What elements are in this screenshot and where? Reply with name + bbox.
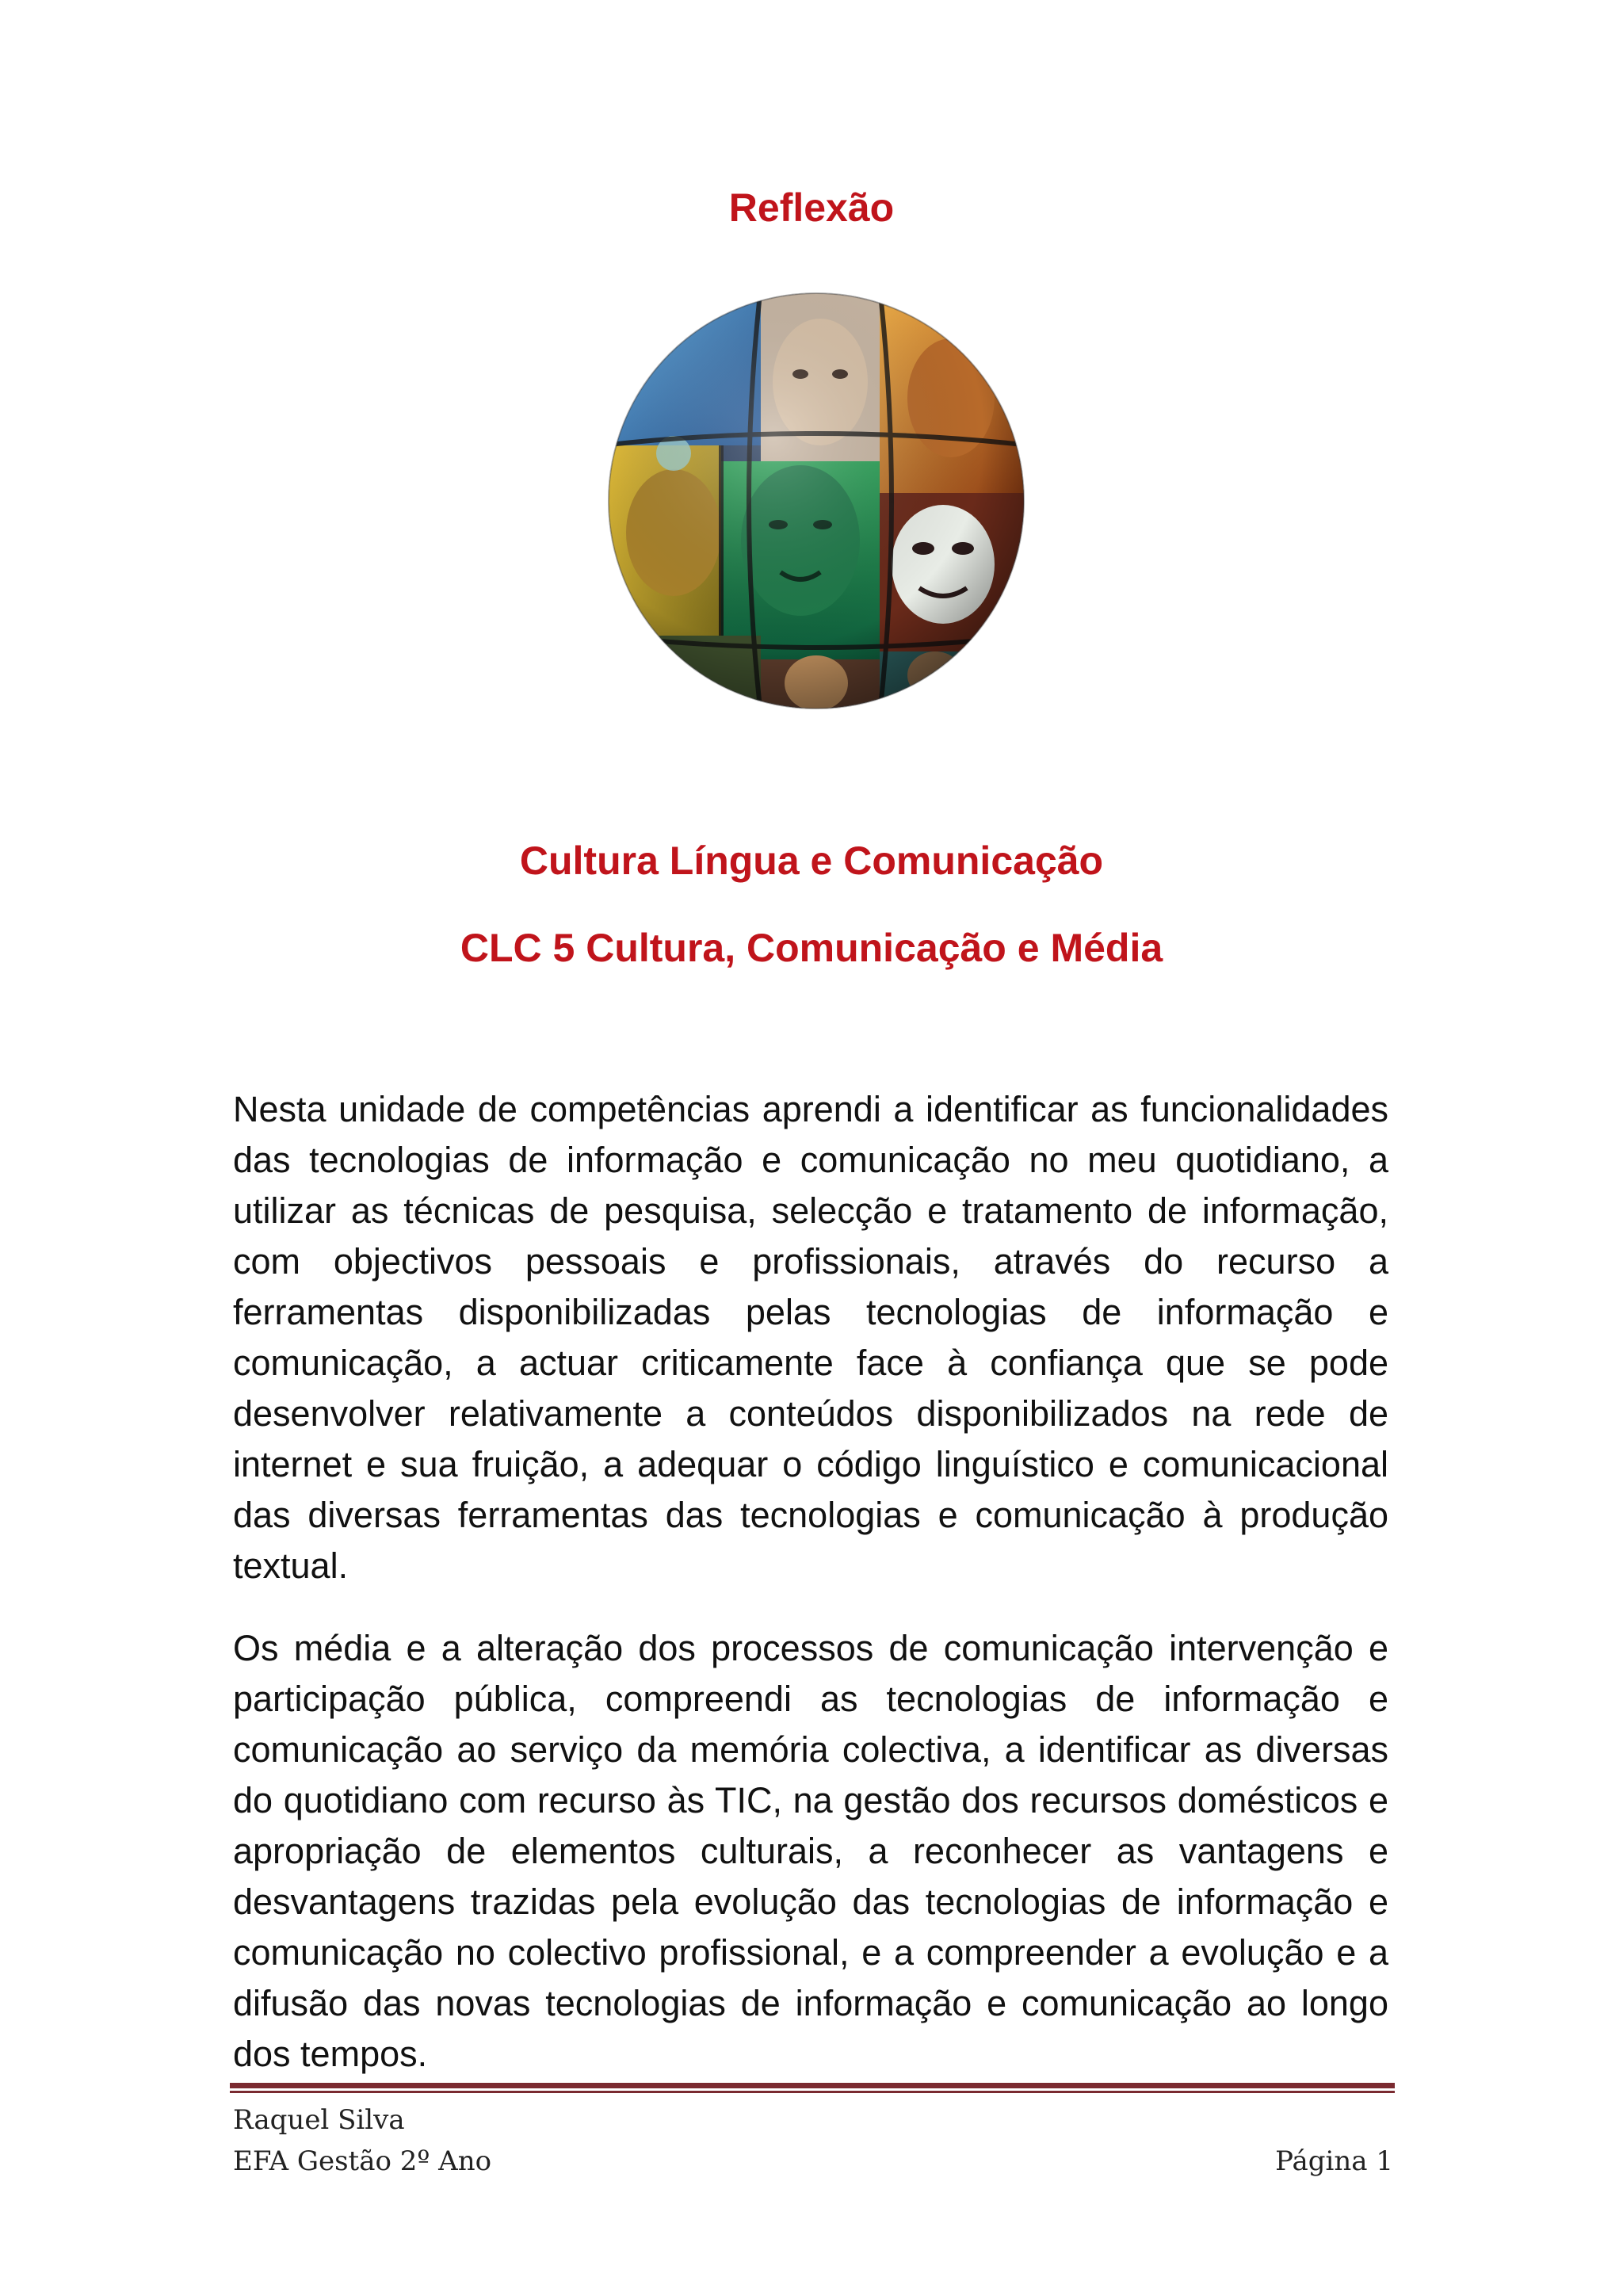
footer-course: EFA Gestão 2º Ano <box>233 2145 492 2177</box>
footer-author: Raquel Silva <box>233 2104 405 2136</box>
module-heading: CLC 5 Cultura, Comunicação e Média <box>460 926 1163 970</box>
page-title: Reflexão <box>728 185 895 230</box>
globe-of-faces-icon <box>602 287 1030 715</box>
paragraph: Os média e a alteração dos processos de comunicação intervenção e participação pública, compreendi as tecnologias de informação e comunicação ao serviço da memória colectiva, a identificar as diversas do quotidiano com recurso às TIC, na gestão dos recursos domésticos e apropriação de elementos culturais, a reconhecer as vantagens e desvantagens trazidas pela evolução das tecnologias de informação e comunicação no colectivo profissional, e a compreender a evolução e a difusão das novas tecnologias de informação e comunicação ao longo dos tempos. <box>233 1628 1388 2074</box>
section-heading: Cultura Língua e Comunicação <box>519 839 1104 883</box>
footer-divider <box>230 2083 1395 2094</box>
page-number: Página 1 <box>1275 2145 1393 2177</box>
paragraph: Nesta unidade de competências aprendi a identificar as funcionalidades das tecnologias de informação e comunicação no meu quotidiano, a utilizar as técnicas de pesquisa, selecção e tratamento de informação, com objectivos pessoais e profissionais, através do recurso a ferramentas disponibilizadas pelas tecnologias de informação e comunicação, a actuar criticamente face à confiança que se pode desenvolver relativamente a conteúdos disponibilizados na rede de internet e sua fruição, a adequar o código linguístico e comunicacional das diversas ferramentas das tecnologias e comunicação à produção textual. <box>233 1089 1388 1586</box>
